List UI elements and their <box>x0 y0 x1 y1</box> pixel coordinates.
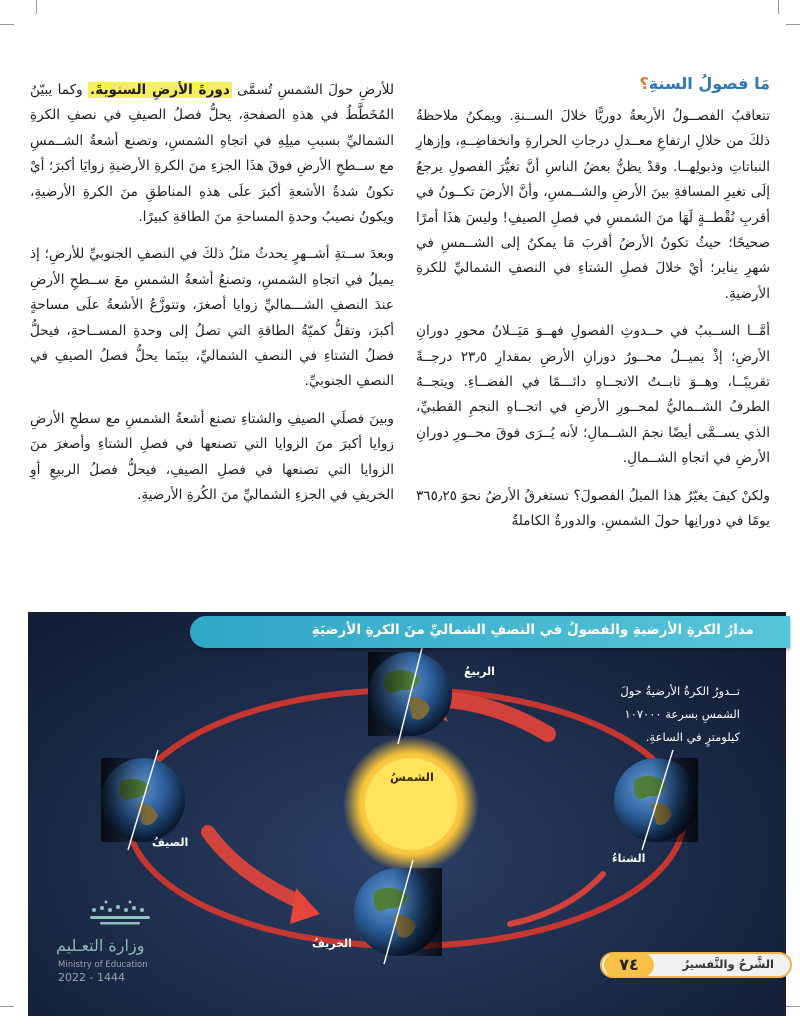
rotation-speed-note <box>590 680 740 749</box>
ministry-logo-icon <box>44 900 194 936</box>
section-title-mark: ؟ <box>639 74 649 93</box>
season-label-summer: الصيفُ <box>152 836 189 849</box>
paragraph: أمَّــا الســببُ في حــدوثِ الفصولِ فهــوَ مَيَــلانُ محورِ دورانِ الأرضِ؛ إذْ يميــلُ محــورُ دورانِ الأرضِ بمقدارِ ٢٣٫٥ درجــةً تقريبًــا، وهــوَ ثابــتُ الاتجــاهِ دائـــمًا في الفضــاءِ. ويتجــهُ الطرفُ الشــماليُّ لمحــورِ الأرضِ في اتجــاهِ النجمِ القطبيِّ، الذي يســمَّى أيضًا نجمَ الشــمالِ؛ لأنه يُــرَى فوقَ محــورِ دورانِ الأرضِ في اتجاهِ الشــمالِ. <box>416 323 770 467</box>
earth-autumn <box>354 860 442 964</box>
crop-mark <box>0 24 14 25</box>
note-line: كيلومترٍ في الساعةِ. <box>645 730 740 744</box>
section-title <box>416 72 770 96</box>
edition-year: 2022 - 1444 <box>58 971 125 984</box>
ministry-name-english: Ministry of Education <box>58 960 148 970</box>
footer-section-name: الشَّرحُ والتَّفسيرُ <box>682 957 774 971</box>
paragraph: وبينَ فصلَي الصيفِ والشتاءِ تصنع أشعةُ الشمسِ مع سطحِ الأرضِ زوايا أكبرَ منَ الزوايا التي تصنعها في فصلِ الشتاءِ وأصغرَ منَ الزوايا التي تصنعها في فصلِ الصيفِ، فيحلُّ فصلُ الربيعِ أوِ الخريفِ في الجزءِ الشماليِّ منَ الكُرةِ الأرضيةِ. <box>30 410 394 504</box>
crop-mark <box>36 0 37 14</box>
left-text-column <box>30 78 394 521</box>
ministry-name-arabic: وزارة التعـليم <box>56 936 145 955</box>
note-line: تــدورُ الكرةُ الأرضيةُ حولَ <box>620 684 740 698</box>
earth-winter <box>614 750 698 850</box>
right-text-column <box>416 72 770 547</box>
paragraph-text: وكما يبيّنُ المُخَطَّطُ في هذهِ الصفحةِ، يحلُّ فصلُ الصيفِ في نصفِ الكرةِ الشماليِّ بسببِ ميلِهِ في اتجاهِ الشمسِ، وتصنع أشعةُ الشــمسِ مع ســطحِ الأرضِ فوقَ هذَا الجزءِ منَ الكرةِ الأرضيةِ زوايَا أكبرَ؛ أيْ تكونُ شدةُ الأشعةِ أكبرَ علَى هذهِ المناطقِ منَ الكرةِ الأرضيةِ، ويكونُ نصيبُ وحدةِ المساحةِ منَ الطاقةِ كبيرًا. <box>30 82 394 226</box>
section-title-text: مَا فصولُ السنةِ <box>648 74 770 93</box>
season-label-autumn: الخريفُ <box>312 937 352 950</box>
sun-label: الشمسُ <box>390 770 434 784</box>
crop-mark <box>0 1006 14 1007</box>
season-label-spring: الربيعُ <box>464 665 495 678</box>
crop-mark <box>786 1006 800 1007</box>
paragraph: وبعدَ ســتةِ أشــهرٍ يحدثُ مثلُ ذلكَ في النصفِ الجنوبيِّ للأرضِ؛ إذ يميلُ في اتجاهِ الشمسِ، وتصنعُ أشعةُ الشمسِ معَ ســطحِ الأرضِ عندَ النصفِ الشـــماليِّ زوايا أصغرَ، وتتوزَّعُ الأشعةُ علَى مساحةٍ أكبرَ، وتقلُّ كميّةُ الطاقةِ التي تصلُ إلى وحدةِ المســاحةِ، فيحلُّ فصلُ الشتاءِ في النصفِ الشماليِّ، بينَما يحلُّ فصلُ الصيفِ في النصفِ الجنوبيِّ. <box>30 246 394 390</box>
figure-title: مدارُ الكرةِ الأرضيةِ والفصولُ في النصفِ الشماليِّ منَ الكرةِ الأرضيَةِ <box>311 622 754 638</box>
key-term-highlight: دورةَ الأرضِ السنويةَ. <box>90 82 230 98</box>
crop-mark <box>778 0 779 14</box>
paragraph: ولكنْ كيفَ يغيّرُ هذا الميلُ الفصولَ؟ تستغرقُ الأرضُ نحوَ ٣٦٥٫٢٥ يومًا في دورانِها حولَ الشمسِ. والدورةُ الكاملةُ <box>416 487 770 530</box>
paragraph <box>30 78 394 230</box>
page-number: ٧٤ <box>604 953 654 977</box>
season-label-winter: الشتاءُ <box>612 852 646 865</box>
note-line: الشمسِ بسرعة ١٠٧٠٠٠ <box>624 707 740 721</box>
earth-summer <box>101 750 185 850</box>
paragraph: تتعاقبُ الفصــولُ الأربعةُ دوريًّا خلالَ الســنةِ. ويمكنُ ملاحظةُ ذلكَ من خلالِ ارتفاعِ معــدلِ درجاتِ الحرارةِ وانخفاضِــهِ، وإزهارِ النباتاتِ وذبولِهــا. وقدْ يظنُّ بعضُ الناسِ أنَّ تغيُّرَ الفصولِ يرجعُ إلَى تغيرِ المسافةِ بينَ الأرضِ والشــمسِ، وأنَّ الأرضَ تكــونُ في أقربِ نُقْطــةٍ لَهَا منَ الشمسِ في فصلِ الصيفِ! وليسَ هذَا أمرًا صحيحًا؛ حيثُ تكونُ الأرضُ أقربَ مَا يمكنُ إلى الشــمسِ في شهرِ يناير؛ أيْ خلالَ فصلِ الشتاءِ في النصفِ الشماليِّ للكرةِ الأرضيةِ. <box>416 108 770 302</box>
crop-mark <box>786 24 800 25</box>
orbit-arrow <box>208 832 300 902</box>
paragraph-text: للأرضِ حولَ الشمسِ تُسمَّى <box>237 82 395 98</box>
figure-title-banner <box>190 616 790 648</box>
earth-spring <box>368 644 452 744</box>
